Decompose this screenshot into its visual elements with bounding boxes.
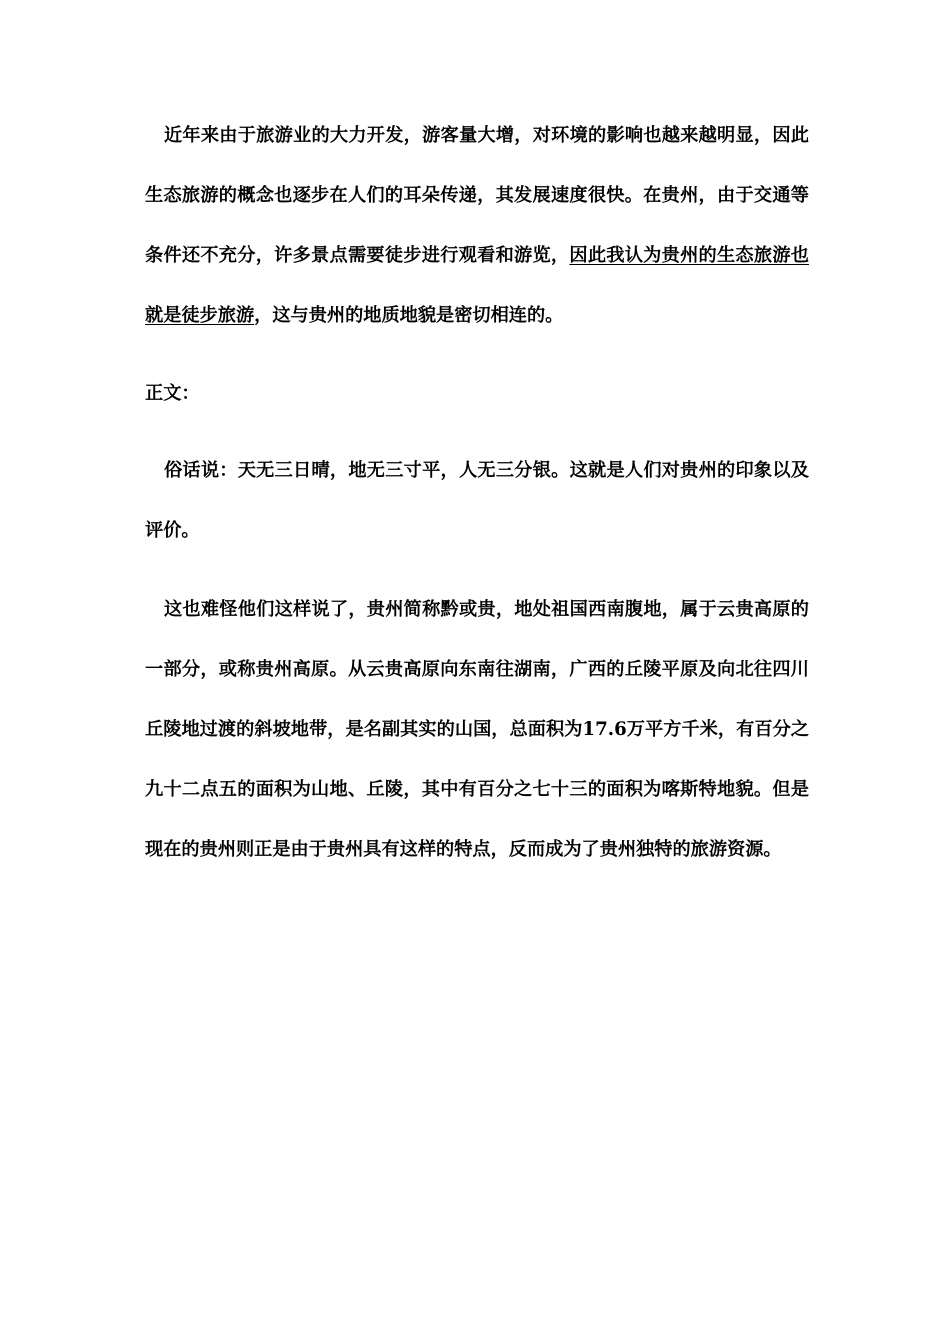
section-heading: 正文： [145,383,200,404]
body-paragraph-2: 这也难怪他们这样说了，贵州简称黔或贵，地处祖国西南腹地，属于云贵高原的一部分，或称贵州高原。从云贵高原向东南往湖南，广西的丘陵平原及向北往四川丘陵地过渡的斜坡地带，是名副其实的山国，总面积为17.6万平方千米，有百分之九十二点五的面积为山地、丘陵，其中有百分之七十三的面积为喀斯特地貌。但是现在的贵州则正是由于贵州具有这样的特点，反而成为了贵州独特的旅游资源。 [145,599,809,860]
intro-underlined-text: 因此我认为贵州的生态旅游也就是徒步旅游 [145,245,809,326]
body-paragraph-1: 俗话说：天无三日晴，地无三寸平，人无三分银。这就是人们对贵州的印象以及评价。 [145,460,809,541]
intro-text-end: ，这与贵州的地质地貌是密切相连的。 [254,305,564,326]
intro-paragraph [145,106,809,346]
document-body [145,106,809,880]
intro-text: 近年来由于旅游业的大力开发，游客量大增，对环境的影响也越来越明显，因此生态旅游的概念也逐步在人们的耳朵传递，其发展速度很快。在贵州，由于交通等条件还不充分，许多景点需要徒步进行观看和游览， [145,125,809,266]
